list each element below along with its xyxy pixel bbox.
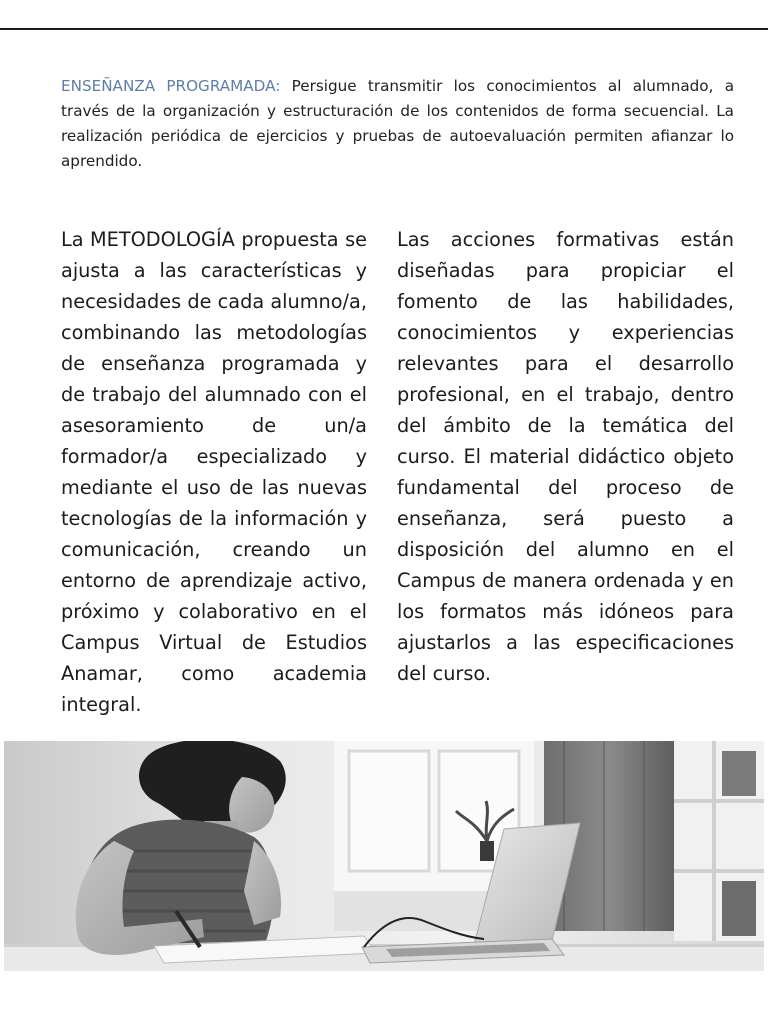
intro-text: Persigue transmitir los conocimientos al alumnado, a través de la organización y estructuración de los contenidos de forma secuencial. La realización periódica de ejercicios y pruebas de autoevaluación permiten afianzar lo aprendido. (61, 77, 734, 170)
intro-paragraph (61, 74, 734, 174)
methodology-column: La METODOLOGÍA propuesta se ajusta a las características y necesidades de cada alumno/a, combinando las metodologías de enseñanza programada y de trabajo del alumnado con el asesoramiento de un/a formador/a especializado y mediante el uso de las nuevas tecnologías de la información y comunicación, creando un entorno de aprendizaje activo, próximo y colaborativo en el Campus Virtual de Estudios Anamar, como academia integral. (61, 228, 367, 716)
intro-term: ENSEÑANZA PROGRAMADA: (61, 77, 281, 95)
training-actions-column: Las acciones formativas están diseñadas para propiciar el fomento de las habilidades, conocimientos y experiencias relevantes para el desarrollo profesional, en el trabajo, dentro del ámbito de la temática del curso. El material didáctico objeto fundamental del proceso de enseñanza, será puesto a disposición del alumno en el Campus de manera ordenada y en los formatos más idóneos para ajustarlos a las especificaciones del curso. (397, 228, 734, 685)
student-laptop-photo (4, 741, 764, 971)
top-rule (0, 28, 768, 30)
